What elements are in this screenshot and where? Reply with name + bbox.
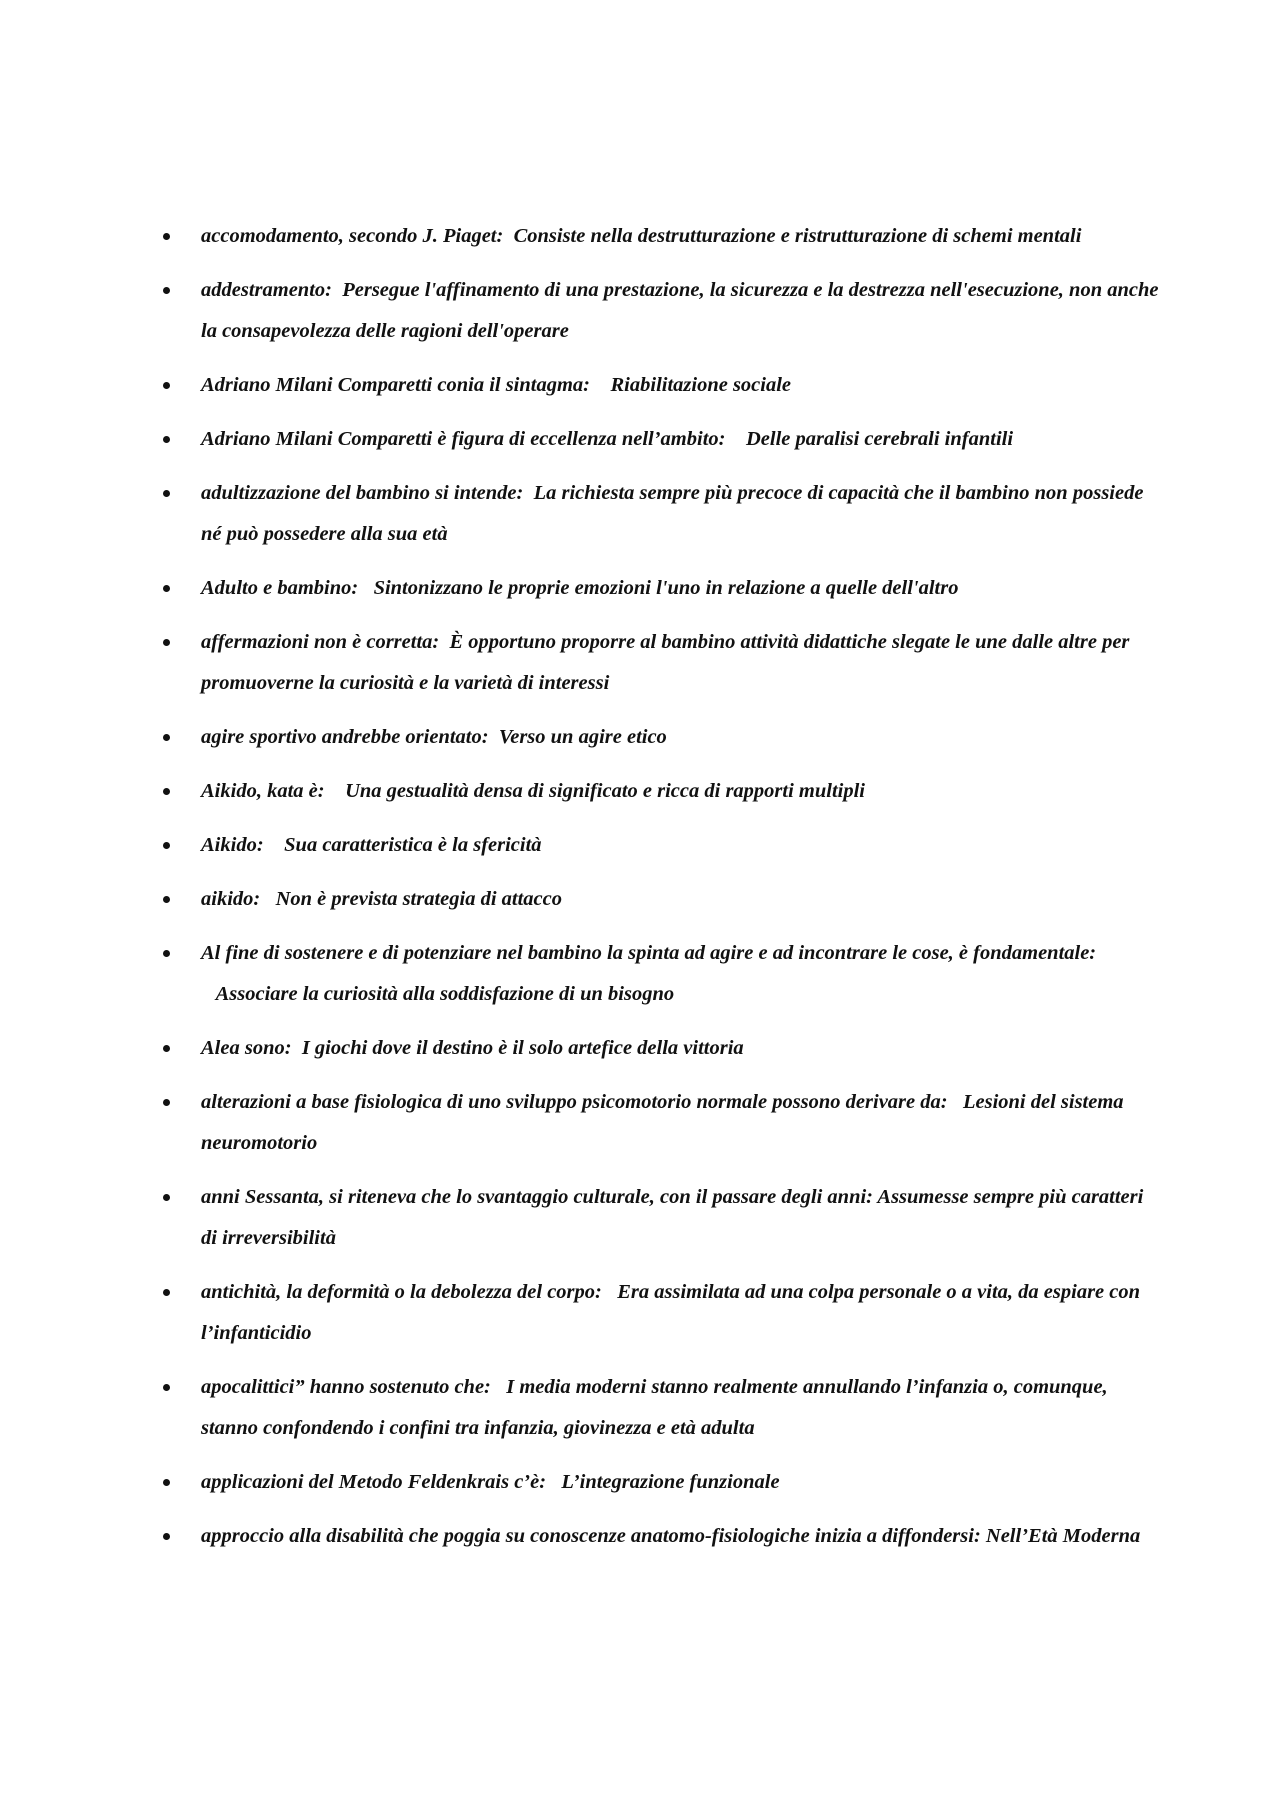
entry-answer: Consiste nella destrutturazione e ristrutturazione di schemi mentali bbox=[513, 225, 1082, 247]
entry-question: addestramento: bbox=[201, 279, 332, 301]
entry-answer: È opportuno proporre al bambino attività didattiche slegate le une dalle altre per promuoverne la curiosità e la varietà di interessi bbox=[201, 631, 1130, 694]
bullet-icon bbox=[163, 436, 170, 443]
bullet-icon bbox=[163, 233, 170, 240]
entry-question: Adriano Milani Comparetti conia il sintagma: bbox=[201, 374, 590, 396]
list-item bbox=[163, 365, 1163, 406]
entry-question: agire sportivo andrebbe orientato: bbox=[201, 726, 489, 748]
glossary-list bbox=[163, 216, 1163, 1570]
bullet-icon bbox=[163, 585, 170, 592]
entry-question: affermazioni non è corretta: bbox=[201, 631, 440, 653]
entry-question: adultizzazione del bambino si intende: bbox=[201, 482, 524, 504]
bullet-icon bbox=[163, 1194, 170, 1201]
entry-question: aikido: bbox=[201, 888, 261, 910]
entry-question: Adulto e bambino: bbox=[201, 577, 359, 599]
entry-answer: I media moderni stanno realmente annullando l’infanzia o, comunque, stanno confondendo i confini tra infanzia, giovinezza e età adulta bbox=[201, 1376, 1108, 1439]
bullet-icon bbox=[163, 1533, 170, 1540]
entry-answer: Riabilitazione sociale bbox=[610, 374, 792, 396]
list-item bbox=[163, 473, 1163, 555]
entry-answer: Era assimilata ad una colpa personale o a vita, da espiare con l’infanticidio bbox=[201, 1281, 1141, 1344]
list-item bbox=[163, 270, 1163, 352]
list-item bbox=[163, 1272, 1163, 1354]
entry-question: antichità, la deformità o la debolezza del corpo: bbox=[201, 1281, 602, 1303]
entry-answer: I giochi dove il destino è il solo artefice della vittoria bbox=[301, 1037, 744, 1059]
list-item bbox=[163, 1028, 1163, 1069]
bullet-icon bbox=[163, 1099, 170, 1106]
entry-question: Aikido, kata è: bbox=[201, 780, 325, 802]
entry-answer: Persegue l'affinamento di una prestazione, la sicurezza e la destrezza nell'esecuzione, non anche la consapevolezza delle ragioni dell'operare bbox=[201, 279, 1159, 342]
bullet-icon bbox=[163, 1479, 170, 1486]
list-item bbox=[163, 1516, 1163, 1557]
bullet-icon bbox=[163, 490, 170, 497]
entry-question: Alea sono: bbox=[201, 1037, 292, 1059]
entry-question: alterazioni a base fisiologica di uno sviluppo psicomotorio normale possono derivare da: bbox=[201, 1091, 948, 1113]
bullet-icon bbox=[163, 950, 170, 957]
bullet-icon bbox=[163, 639, 170, 646]
list-item bbox=[163, 717, 1163, 758]
bullet-icon bbox=[163, 1384, 170, 1391]
entry-answer: Lesioni del sistema neuromotorio bbox=[201, 1091, 1124, 1154]
bullet-icon bbox=[163, 382, 170, 389]
entry-question: accomodamento, secondo J. Piaget: bbox=[201, 225, 504, 247]
list-item bbox=[163, 1462, 1163, 1503]
list-item bbox=[163, 419, 1163, 460]
bullet-icon bbox=[163, 788, 170, 795]
entry-answer: Non è prevista strategia di attacco bbox=[275, 888, 562, 910]
entry-answer: Assumesse sempre più caratteri di irreversibilità bbox=[201, 1186, 1144, 1249]
list-item bbox=[163, 825, 1163, 866]
bullet-icon bbox=[163, 734, 170, 741]
bullet-icon bbox=[163, 1045, 170, 1052]
bullet-icon bbox=[163, 287, 170, 294]
list-item bbox=[163, 1082, 1163, 1164]
entry-question: anni Sessanta, si riteneva che lo svantaggio culturale, con il passare degli anni: bbox=[201, 1186, 874, 1208]
list-item bbox=[163, 1177, 1163, 1259]
bullet-icon bbox=[163, 842, 170, 849]
entry-question: Al fine di sostenere e di potenziare nel bambino la spinta ad agire e ad incontrare le cose, è fondamentale: bbox=[201, 942, 1097, 964]
entry-answer: Delle paralisi cerebrali infantili bbox=[745, 428, 1014, 450]
list-item bbox=[163, 933, 1163, 1015]
list-item bbox=[163, 568, 1163, 609]
entry-question: apocalittici” hanno sostenuto che: bbox=[201, 1376, 491, 1398]
list-item bbox=[163, 879, 1163, 920]
entry-question: applicazioni del Metodo Feldenkrais c’è: bbox=[201, 1471, 547, 1493]
entry-answer: L’integrazione funzionale bbox=[561, 1471, 780, 1493]
entry-question: Adriano Milani Comparetti è figura di eccellenza nell’ambito: bbox=[201, 428, 726, 450]
entry-answer: Nell’Età Moderna bbox=[985, 1525, 1141, 1547]
list-item bbox=[163, 771, 1163, 812]
entry-answer: Verso un agire etico bbox=[498, 726, 667, 748]
entry-answer: Una gestualità densa di significato e ricca di rapporti multipli bbox=[345, 780, 865, 802]
entry-answer: Associare la curiosità alla soddisfazione di un bisogno bbox=[215, 983, 675, 1005]
entry-question: approccio alla disabilità che poggia su conoscenze anatomo-fisiologiche inizia a diffondersi: bbox=[201, 1525, 981, 1547]
list-item bbox=[163, 622, 1163, 704]
entry-question: Aikido: bbox=[201, 834, 264, 856]
entry-answer: Sua caratteristica è la sfericità bbox=[284, 834, 542, 856]
list-item bbox=[163, 1367, 1163, 1449]
bullet-icon bbox=[163, 896, 170, 903]
bullet-icon bbox=[163, 1289, 170, 1296]
entry-answer: La richiesta sempre più precoce di capacità che il bambino non possiede né può possedere alla sua età bbox=[201, 482, 1144, 545]
entry-answer: Sintonizzano le proprie emozioni l'uno in relazione a quelle dell'altro bbox=[373, 577, 959, 599]
list-item bbox=[163, 216, 1163, 257]
